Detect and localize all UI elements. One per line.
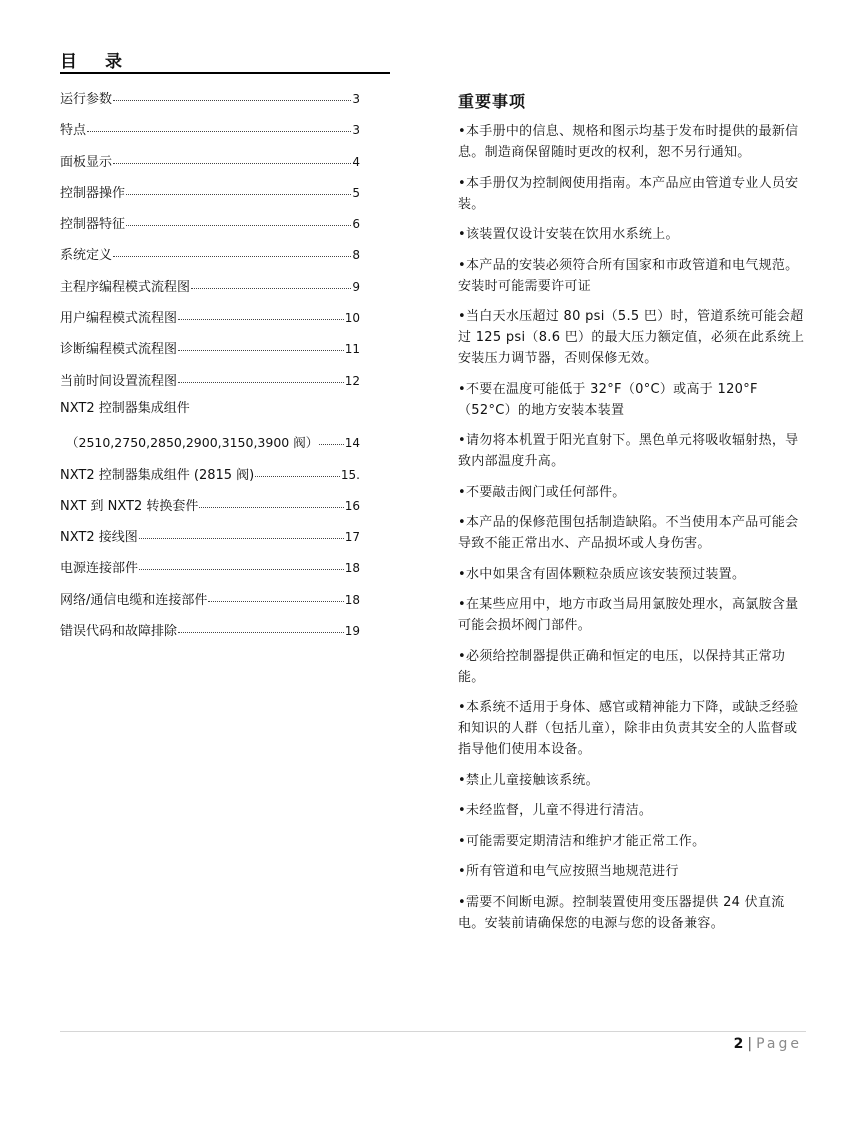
toc-entry-label: 错误代码和故障排除 — [60, 624, 178, 640]
toc-entry[interactable] — [60, 462, 360, 493]
toc-entry[interactable] — [60, 618, 360, 649]
toc-entry-page: 8 — [352, 248, 360, 263]
notice-item: •本系统不适用于身体、感官或精神能力下降，或缺乏经验和知识的人群（包括儿童），除非由负责其安全的人监督或指导他们使用本设备。 — [458, 700, 799, 757]
toc-entry-label: 控制器操作 — [60, 185, 126, 201]
toc-entry[interactable] — [60, 211, 360, 242]
toc-entry-label: 面板显示 — [60, 154, 113, 170]
notice-item: •当白天水压超过 80 psi（5.5 巴）时，管道系统可能会超过 125 psi（8.6 巴）的最大压力额定值，必须在此系统上安装压力调节器，否则保修无效。 — [458, 309, 805, 366]
toc-leader — [113, 240, 351, 257]
notice-item: •未经监督，儿童不得进行清洁。 — [458, 803, 653, 818]
toc-leader — [199, 491, 343, 508]
toc-entry-label: 特点 — [60, 123, 87, 139]
toc-entry-label: NXT 到 NXT2 转换套件 — [60, 498, 199, 514]
toc-list — [60, 86, 360, 649]
toc-leader — [126, 209, 351, 226]
toc-entry-label: （2510,2750,2850,2900,3150,3900 阀） — [66, 435, 319, 451]
toc-entry-page: 16 — [344, 498, 360, 513]
toc-entry-label: 用户编程模式流程图 — [60, 311, 178, 327]
notice-item: •需要不间断电源。控制装置使用变压器提供 24 伏直流电。安装前请确保您的电源与您的设备兼容。 — [458, 894, 785, 931]
toc-leader — [208, 585, 343, 602]
footer-separator: | — [747, 1036, 754, 1052]
toc-entry[interactable] — [60, 399, 360, 430]
toc-entry-page: 3 — [352, 123, 360, 138]
toc-entry-page: 14 — [344, 436, 360, 451]
page-footer — [734, 1036, 802, 1052]
toc-entry[interactable] — [60, 149, 360, 180]
notice-item: •该装置仅设计安装在饮用水系统上。 — [458, 227, 679, 242]
toc-entry[interactable] — [60, 587, 360, 618]
toc-entry-label: 网络/通信电缆和连接部件 — [60, 592, 208, 608]
toc-title — [60, 52, 390, 74]
toc-entry[interactable] — [60, 86, 360, 117]
notices-list — [458, 121, 806, 943]
toc-entry[interactable] — [60, 305, 360, 336]
page-word: Page — [756, 1036, 802, 1052]
page-number: 2 — [733, 1036, 745, 1052]
notice-item: •必须给控制器提供正确和恒定的电压，以保持其正常功能。 — [458, 648, 786, 685]
toc-entry[interactable] — [60, 555, 360, 586]
footer-divider — [60, 1031, 806, 1032]
toc-entry-page: 3 — [352, 92, 360, 106]
toc-leader — [126, 178, 351, 195]
notice-item: •在某些应用中，地方市政当局用氯胺处理水，高氯胺含量可能会损坏阀门部件。 — [458, 597, 799, 633]
toc-entry-page: 10 — [344, 311, 360, 326]
toc-entry[interactable] — [60, 274, 360, 305]
notice-item: •本手册仅为控制阀使用指南。本产品应由管道专业人员安装。 — [458, 175, 799, 212]
notice-item: •请勿将本机置于阳光直射下。黑色单元将吸收辐射热，导致内部温度升高。 — [458, 433, 799, 469]
toc-entry[interactable] — [60, 368, 360, 399]
toc-entry-page: 18 — [344, 561, 360, 576]
toc-entry-page: 15. — [340, 467, 360, 482]
toc-leader — [178, 616, 344, 633]
notice-item: •禁止儿童接触该系统。 — [458, 772, 599, 788]
toc-entry-label: NXT2 控制器集成组件 — [60, 400, 190, 416]
toc-leader — [113, 84, 351, 101]
notices-title: 重要事项 — [458, 92, 527, 111]
toc-leader — [178, 334, 344, 351]
toc-entry[interactable] — [60, 336, 360, 367]
toc-entry-label: 运行参数 — [60, 92, 113, 107]
toc-leader — [319, 428, 344, 445]
toc-title-char-1: 目 — [60, 52, 79, 72]
toc-leader — [255, 460, 340, 477]
notice-item: •本手册中的信息、规格和图示均基于发布时提供的最新信息。制造商保留随时更改的权利，恕不另行通知。 — [458, 124, 799, 160]
toc-entry[interactable] — [60, 117, 360, 148]
toc-entry-label: 系统定义 — [60, 248, 113, 264]
toc-entry-page: 9 — [352, 279, 360, 294]
notice-item: •不要敲击阀门或任何部件。 — [458, 484, 626, 500]
toc-entry-page: 11 — [344, 342, 360, 357]
toc-entry-page: 12 — [344, 373, 360, 388]
toc-entry[interactable] — [60, 493, 360, 524]
toc-leader — [87, 115, 351, 132]
toc-entry[interactable] — [60, 524, 360, 555]
toc-title-char-2: 录 — [105, 52, 124, 72]
toc-entry-label: 电源连接部件 — [60, 561, 139, 577]
toc-entry-label: 诊断编程模式流程图 — [60, 342, 178, 358]
toc-leader — [139, 522, 344, 539]
toc-entry-page: 18 — [344, 592, 360, 607]
toc-entry-page: 5 — [352, 185, 360, 200]
notice-item: •可能需要定期清洁和维护才能正常工作。 — [458, 833, 706, 849]
toc-entry-label: 控制器特征 — [60, 217, 126, 233]
toc-entry-label: NXT2 控制器集成组件 (2815 阀) — [60, 467, 255, 483]
notice-item: •水中如果含有固体颗粒杂质应该安装预过装置。 — [458, 566, 746, 582]
notice-item: •本产品的安装必须符合所有国家和市政管道和电气规范。安装时可能需要许可证 — [458, 257, 799, 294]
notice-item: •所有管道和电气应按照当地规范进行 — [458, 864, 679, 879]
toc-entry[interactable] — [60, 242, 360, 273]
toc-entry-page: 6 — [352, 217, 360, 232]
toc-entry-label: 主程序编程模式流程图 — [60, 279, 191, 295]
toc-leader — [178, 366, 344, 383]
toc-entry[interactable] — [60, 180, 360, 211]
toc-entry-label: 当前时间设置流程图 — [60, 373, 178, 389]
toc-leader — [113, 147, 351, 164]
toc-leader — [139, 553, 344, 570]
toc-leader — [191, 272, 351, 289]
toc-leader — [178, 303, 344, 320]
toc-entry-page: 19 — [344, 624, 360, 639]
toc-entry-page: 17 — [344, 530, 360, 545]
notice-item: •本产品的保修范围包括制造缺陷。不当使用本产品可能会导致不能正常出水、产品损坏或人身伤害。 — [458, 515, 799, 551]
toc-entry-page: 4 — [352, 154, 360, 169]
notice-item: •不要在温度可能低于 32°F（0°C）或高于 120°F（52°C）的地方安装本装置 — [458, 381, 758, 418]
toc-entry-label: NXT2 接线图 — [60, 530, 138, 546]
toc-entry[interactable] — [60, 430, 360, 461]
